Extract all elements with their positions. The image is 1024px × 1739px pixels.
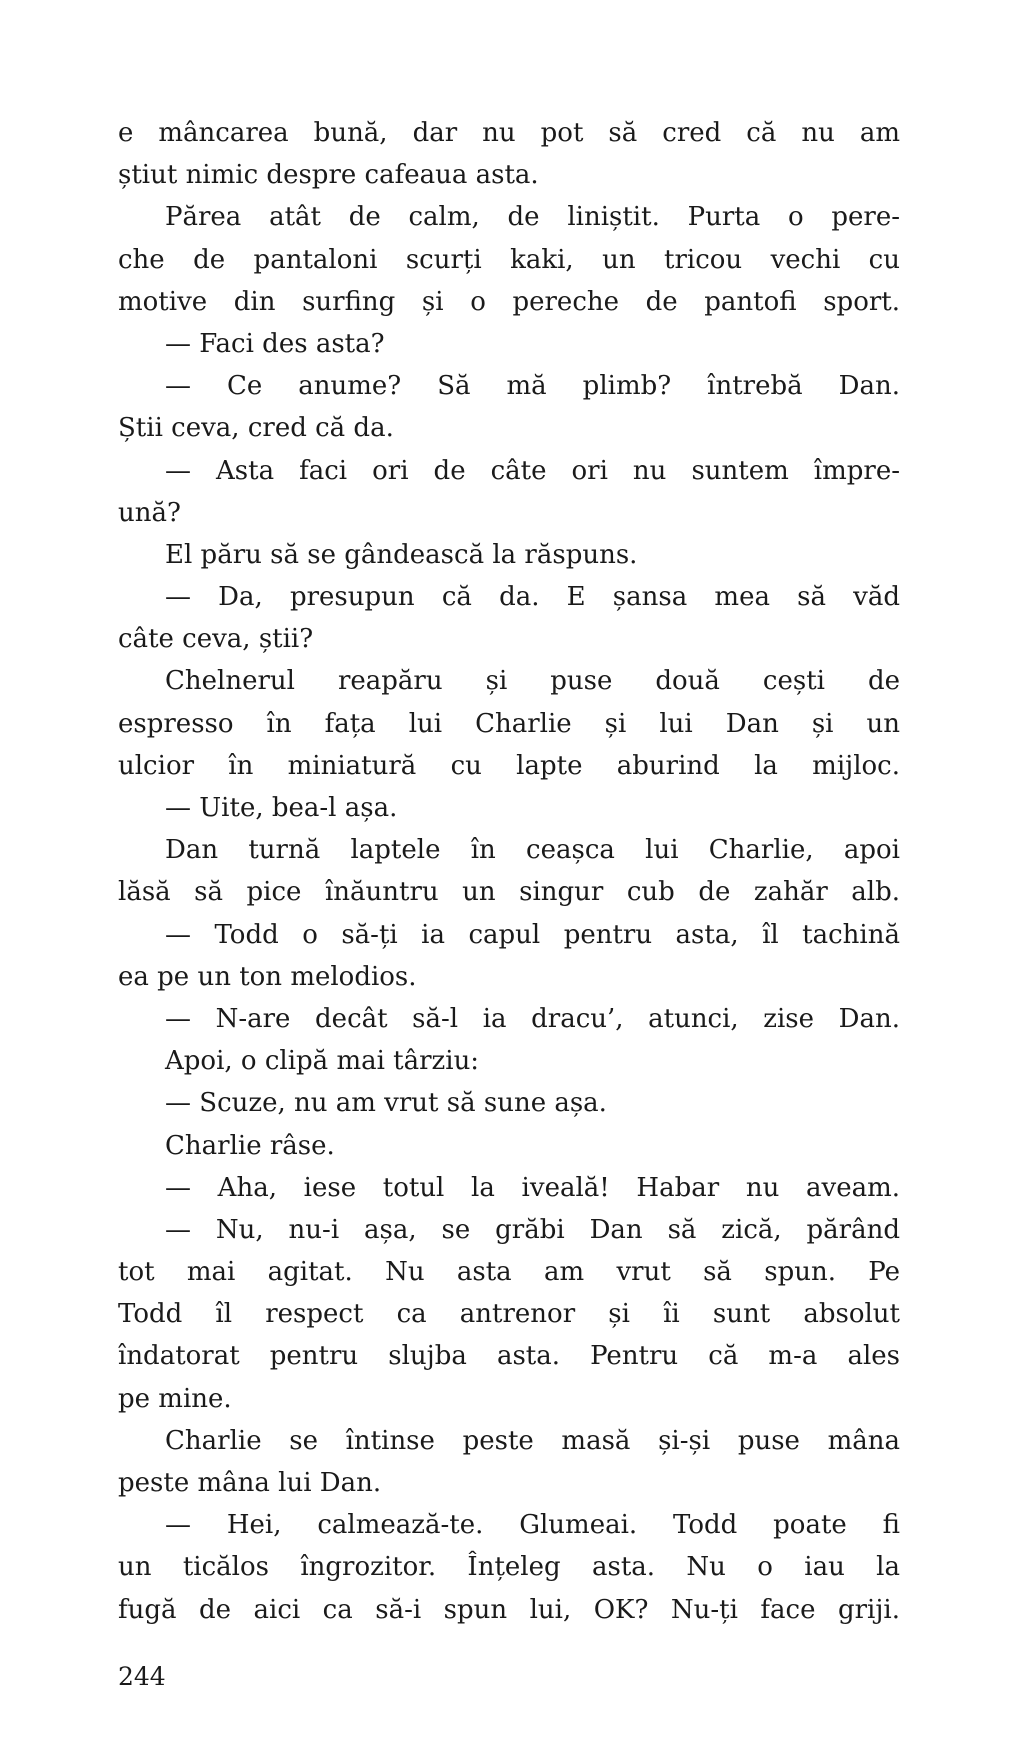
dialogue-line: — Nu, nu-i așa, se grăbi Dan să zică, părând [165, 1214, 900, 1245]
page-body-text [118, 112, 900, 1631]
text-line: lăsă să pice înăuntru un singur cub de zahăr alb. [118, 877, 900, 908]
text-line: un ticălos îngrozitor. Înțeleg asta. Nu o iau la [118, 1552, 900, 1583]
dialogue-line: — Todd o să-ți ia capul pentru asta, îl tachină [165, 919, 900, 950]
text-line: Dan turnă laptele în ceașca lui Charlie, apoi [165, 835, 900, 866]
text-line: Charlie se întinse peste masă și-și puse mâna [165, 1425, 900, 1456]
dialogue-line: — Asta faci ori de câte ori nu suntem împre- [165, 455, 900, 486]
text-line: Todd îl respect ca antrenor și îi sunt absolut [118, 1299, 900, 1330]
text-line: ulcior în miniatură cu lapte aburind la mijloc. [118, 750, 900, 781]
text-line: ună? [118, 497, 181, 528]
text-line: câte ceva, știi? [118, 624, 314, 655]
text-line: Charlie râse. [165, 1130, 335, 1161]
dialogue-line: — Aha, iese totul la iveală! Habar nu aveam. [165, 1172, 900, 1203]
dialogue-line: — Faci des asta? [165, 328, 385, 359]
dialogue-line: — Uite, bea-l așa. [165, 793, 398, 823]
text-line: Știi ceva, cred că da. [118, 413, 394, 444]
dialogue-line: — Hei, calmează-te. Glumeai. Todd poate fi [165, 1510, 900, 1541]
text-line: Părea atât de calm, de liniștit. Purta o pere- [165, 202, 900, 233]
text-line: fugă de aici ca să-i spun lui, OK? Nu-ți face griji. [118, 1594, 900, 1625]
dialogue-line: — N-are decât să-l ia dracu’, atunci, zise Dan. [165, 1003, 900, 1034]
text-line: pe mine. [118, 1383, 232, 1414]
text-line: motive din surfing și o pereche de pantofi sport. [118, 286, 900, 317]
page-number: 244 [118, 1662, 166, 1691]
text-line: știut nimic despre cafeaua asta. [118, 160, 539, 191]
dialogue-line: — Da, presupun că da. E șansa mea să văd [165, 582, 900, 613]
text-line: El păru să se gândească la răspuns. [165, 539, 638, 570]
text-line: îndatorat pentru slujba asta. Pentru că m-a ales [118, 1341, 900, 1372]
dialogue-line: — Scuze, nu am vrut să sune așa. [165, 1088, 607, 1119]
text-line: e mâncarea bună, dar nu pot să cred că nu am [118, 118, 900, 148]
text-line: espresso în fața lui Charlie și lui Dan și un [118, 708, 900, 739]
text-line: peste mâna lui Dan. [118, 1468, 382, 1498]
text-line: che de pantaloni scurți kaki, un tricou vechi cu [118, 244, 900, 275]
dialogue-line: — Ce anume? Să mă plimb? întrebă Dan. [165, 371, 900, 402]
text-line: Chelnerul reapăru și puse două cești de [165, 666, 900, 697]
text-line: Apoi, o clipă mai târziu: [165, 1046, 480, 1077]
text-line: tot mai agitat. Nu asta am vrut să spun. Pe [118, 1257, 900, 1288]
text-line: ea pe un ton melodios. [118, 961, 417, 992]
